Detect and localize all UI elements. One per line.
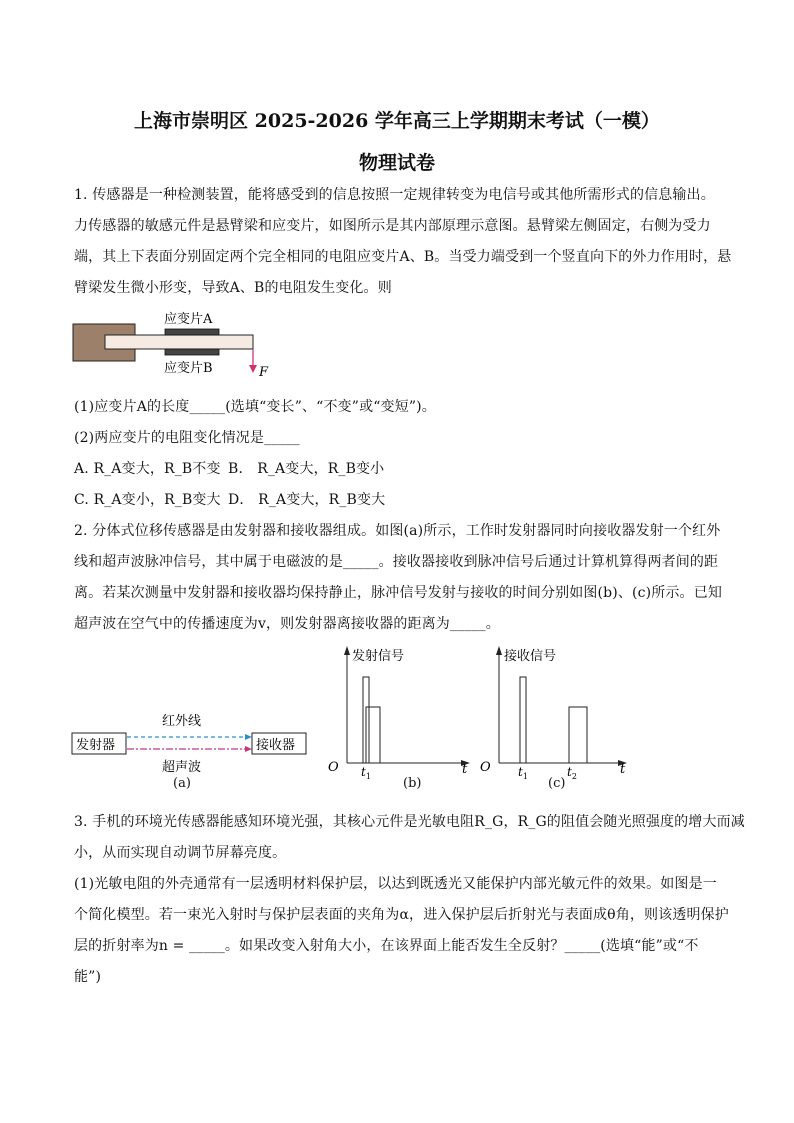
figure-a-setup xyxy=(70,705,315,775)
cantilever-beam xyxy=(105,335,253,349)
t-axis-label: t xyxy=(462,762,468,777)
ultrasound-pulse xyxy=(366,707,380,763)
label-ultrasound: 超声波 xyxy=(162,760,202,775)
q3-line-1: 3. 手机的环境光传感器能感知环境光强，其核心元件是光敏电阻R_G，R_G的阻值会随光照强度的增大而减 xyxy=(74,814,745,830)
ultrasound-received-pulse xyxy=(569,707,587,763)
q3-line-3: (1)光敏电阻的外壳通常有一层透明材料保护层，以达到既透光又能保护内部光敏元件的效果。如图是一 xyxy=(74,876,717,892)
q1-sub2: (2)两应变片的电阻变化情况是_____ xyxy=(74,430,300,446)
q3-line-2: 小，从而实现自动调节屏幕亮度。 xyxy=(74,845,287,861)
infrared-received-pulse xyxy=(520,677,526,763)
caption-c: (c) xyxy=(548,776,566,791)
q2-line-1: 2. 分体式位移传感器是由发射器和接收器组成。如图(a)所示，工作时发射器同时向接收器发射一个红外 xyxy=(74,523,721,539)
q1-option-b: B． R_A变大，R_B变小 xyxy=(228,461,385,477)
origin-label: O xyxy=(328,760,339,775)
q1-line-4: 臂梁发生微小形变，导致A、B的电阻发生变化。则 xyxy=(74,280,392,296)
infrared-arrow-head xyxy=(245,734,252,740)
figure-c-receive-signal xyxy=(477,643,637,788)
q1-line-2: 力传感器的敏感元件是悬臂梁和应变片，如图所示是其内部原理示意图。悬臂梁左侧固定，右侧为受力 xyxy=(74,218,711,234)
force-arrow-head xyxy=(249,365,257,373)
t1-label: $t_1$ xyxy=(518,765,528,781)
recv-signal-title: 接收信号 xyxy=(504,649,557,664)
label-gauge-b: 应变片B xyxy=(164,361,213,376)
t2-label: $t_2$ xyxy=(567,765,577,781)
q1-line-3: 端，其上下表面分别固定两个完全相同的电阻应变片A、B。当受力端受到一个竖直向下的外力作用时，悬 xyxy=(74,249,732,265)
q3-line-6: 能”) xyxy=(74,969,102,985)
strain-gauge-a xyxy=(165,329,219,335)
exam-subtitle: 物理试卷 xyxy=(358,152,435,174)
q2-line-3: 离。若某次测量中发射器和接收器均保持静止，脉冲信号发射与接收的时间分别如图(b)、(c)所示。已知 xyxy=(74,585,722,601)
q1-option-a: A. R_A变大，R_B不变 xyxy=(74,461,221,477)
caption-b: (b) xyxy=(403,776,422,791)
cantilever-figure xyxy=(70,305,290,380)
label-gauge-a: 应变片A xyxy=(164,312,213,327)
origin-label: O xyxy=(480,760,491,775)
t-axis-label: t xyxy=(620,762,626,777)
t1-label: $t_1$ xyxy=(361,765,371,781)
caption-a: (a) xyxy=(173,776,191,791)
q3-line-4: 个简化模型。若一束光入射时与保护层表面的夹角为α，进入保护层后折射光与表面成θ角，则该透明保护 xyxy=(74,907,729,923)
strain-gauge-b xyxy=(165,349,219,355)
q2-line-4: 超声波在空气中的传播速度为v，则发射器离接收器的距离为_____。 xyxy=(74,616,500,632)
q3-line-5: 层的折射率为n = _____。如果改变入射角大小，在该界面上能否发生全反射？_____(选填“能”或“不 xyxy=(74,938,699,954)
exam-title: 上海市崇明区 2025-2026 学年高三上学期期末考试（一模） xyxy=(134,110,660,132)
q1-option-c: C. R_A变小，R_B变大 xyxy=(74,492,221,508)
figure-b-send-signal xyxy=(325,643,475,788)
y-axis-arrow xyxy=(496,646,502,655)
q1-option-d: D． R_A变大，R_B变大 xyxy=(228,492,386,508)
y-axis-arrow xyxy=(344,646,350,655)
ultrasound-arrow-head xyxy=(245,746,252,752)
label-infrared: 红外线 xyxy=(162,714,202,729)
q2-line-2: 线和超声波脉冲信号，其中属于电磁波的是_____。接收器接收到脉冲信号后通过计算机算得两者间的距 xyxy=(74,554,719,570)
emitter-label: 发射器 xyxy=(76,738,116,753)
receiver-label: 接收器 xyxy=(256,738,296,753)
send-signal-title: 发射信号 xyxy=(352,649,405,664)
q1-sub1: (1)应变片A的长度_____(选填“变长”、“不变”或“变短”)。 xyxy=(74,399,436,415)
label-force: F xyxy=(259,365,269,380)
q1-line-1: 1. 传感器是一种检测装置，能将感受到的信息按照一定规律转变为电信号或其他所需形式的信息输出。 xyxy=(74,187,715,203)
